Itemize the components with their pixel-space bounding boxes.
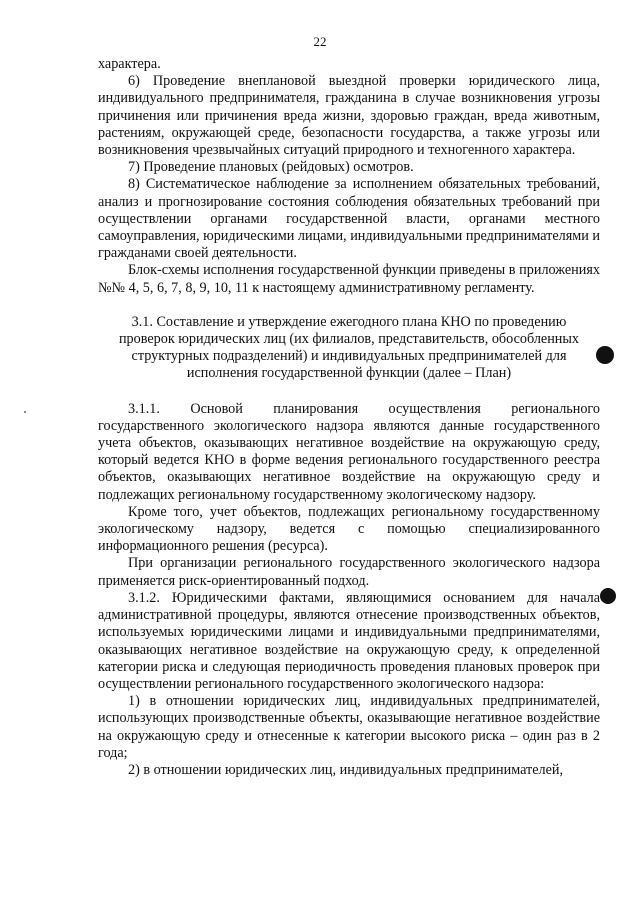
page-number: 22 xyxy=(313,34,327,49)
document-body xyxy=(98,56,600,779)
hole-punch-mark xyxy=(600,588,616,604)
section-heading: 3.1. Составление и утверждение ежегодного плана КНО по проведению проверок юридических лиц (их филиалов, представительств, обособленных структурных подразделений) и индивидуальных предпринимателей для исполнения государственной функции (далее – План) xyxy=(118,313,580,382)
paragraph-continuation: характера. xyxy=(98,56,161,72)
list-item-1: 1) в отношении юридических лиц, индивидуальных предпринимателей, использующих производственные объекты, оказывающие негативное воздействие на окружающую среду и отнесенные к категории высокого риска – один раз в 2 года; xyxy=(98,693,600,761)
list-item-2: 2) в отношении юридических лиц, индивидуальных предпринимателей, xyxy=(128,761,564,778)
paragraph-item-8: 8) Систематическое наблюдение за исполнением обязательных требований, анализ и прогнозирование состояния соблюдения обязательных требований при осуществлении органами государственной власти, органами местного самоуправления, юридическими лицами, индивидуальными предпринимателями и гражданами своей деятельности. xyxy=(98,176,600,262)
paragraph-risk-approach: При организации регионального государственного экологического надзора применяется риск-ориентированный подход. xyxy=(98,555,600,589)
scan-speck xyxy=(24,411,26,413)
paragraph-3-1-1: 3.1.1. Основой планирования осуществления регионального государственного экологического надзора являются данные государственного учета объектов, оказывающих негативное воздействие на окружающую среду, который ведется КНО в форме ведения регионального государственного реестра объектов, оказывающих негативное воздействие на окружающую среду и подлежащих региональному государственному экологическому надзору. xyxy=(98,400,600,503)
paragraph-accounting: Кроме того, учет объектов, подлежащих региональному государственному экологическому надзору, ведется с помощью специализированного информационного решения (ресурса). xyxy=(98,503,600,555)
paragraph-3-1-2: 3.1.2. Юридическими фактами, являющимися основанием для начала административной процедуры, являются отнесение производственных объектов, используемых юридическими лицами и индивидуальными предпринимателями, оказывающих негативное воздействие на окружающую среду, к определенной категории риска и следующая периодичность проведения плановых проверок при осуществлении регионального государственного экологического надзора: xyxy=(98,589,600,692)
paragraph-item-7: 7) Проведение плановых (рейдовых) осмотров. xyxy=(128,159,414,176)
paragraph-item-6: 6) Проведение внеплановой выездной проверки юридического лица, индивидуального предпринимателя, гражданина в случае возникновения угрозы причинения или причинения вреда жизни, здоровью граждан, вреда животным, растениям, окружающей среде, безопасности государства, а также угрозы или возникновения чрезвычайных ситуаций природного и техногенного характера. xyxy=(98,73,600,159)
paragraph-block-schemes: Блок-схемы исполнения государственной функции приведены в приложениях №№ 4, 5, 6, 7, 8, 9, 10, 11 к настоящему административному регламенту. xyxy=(98,262,600,296)
hole-punch-mark xyxy=(596,346,614,364)
